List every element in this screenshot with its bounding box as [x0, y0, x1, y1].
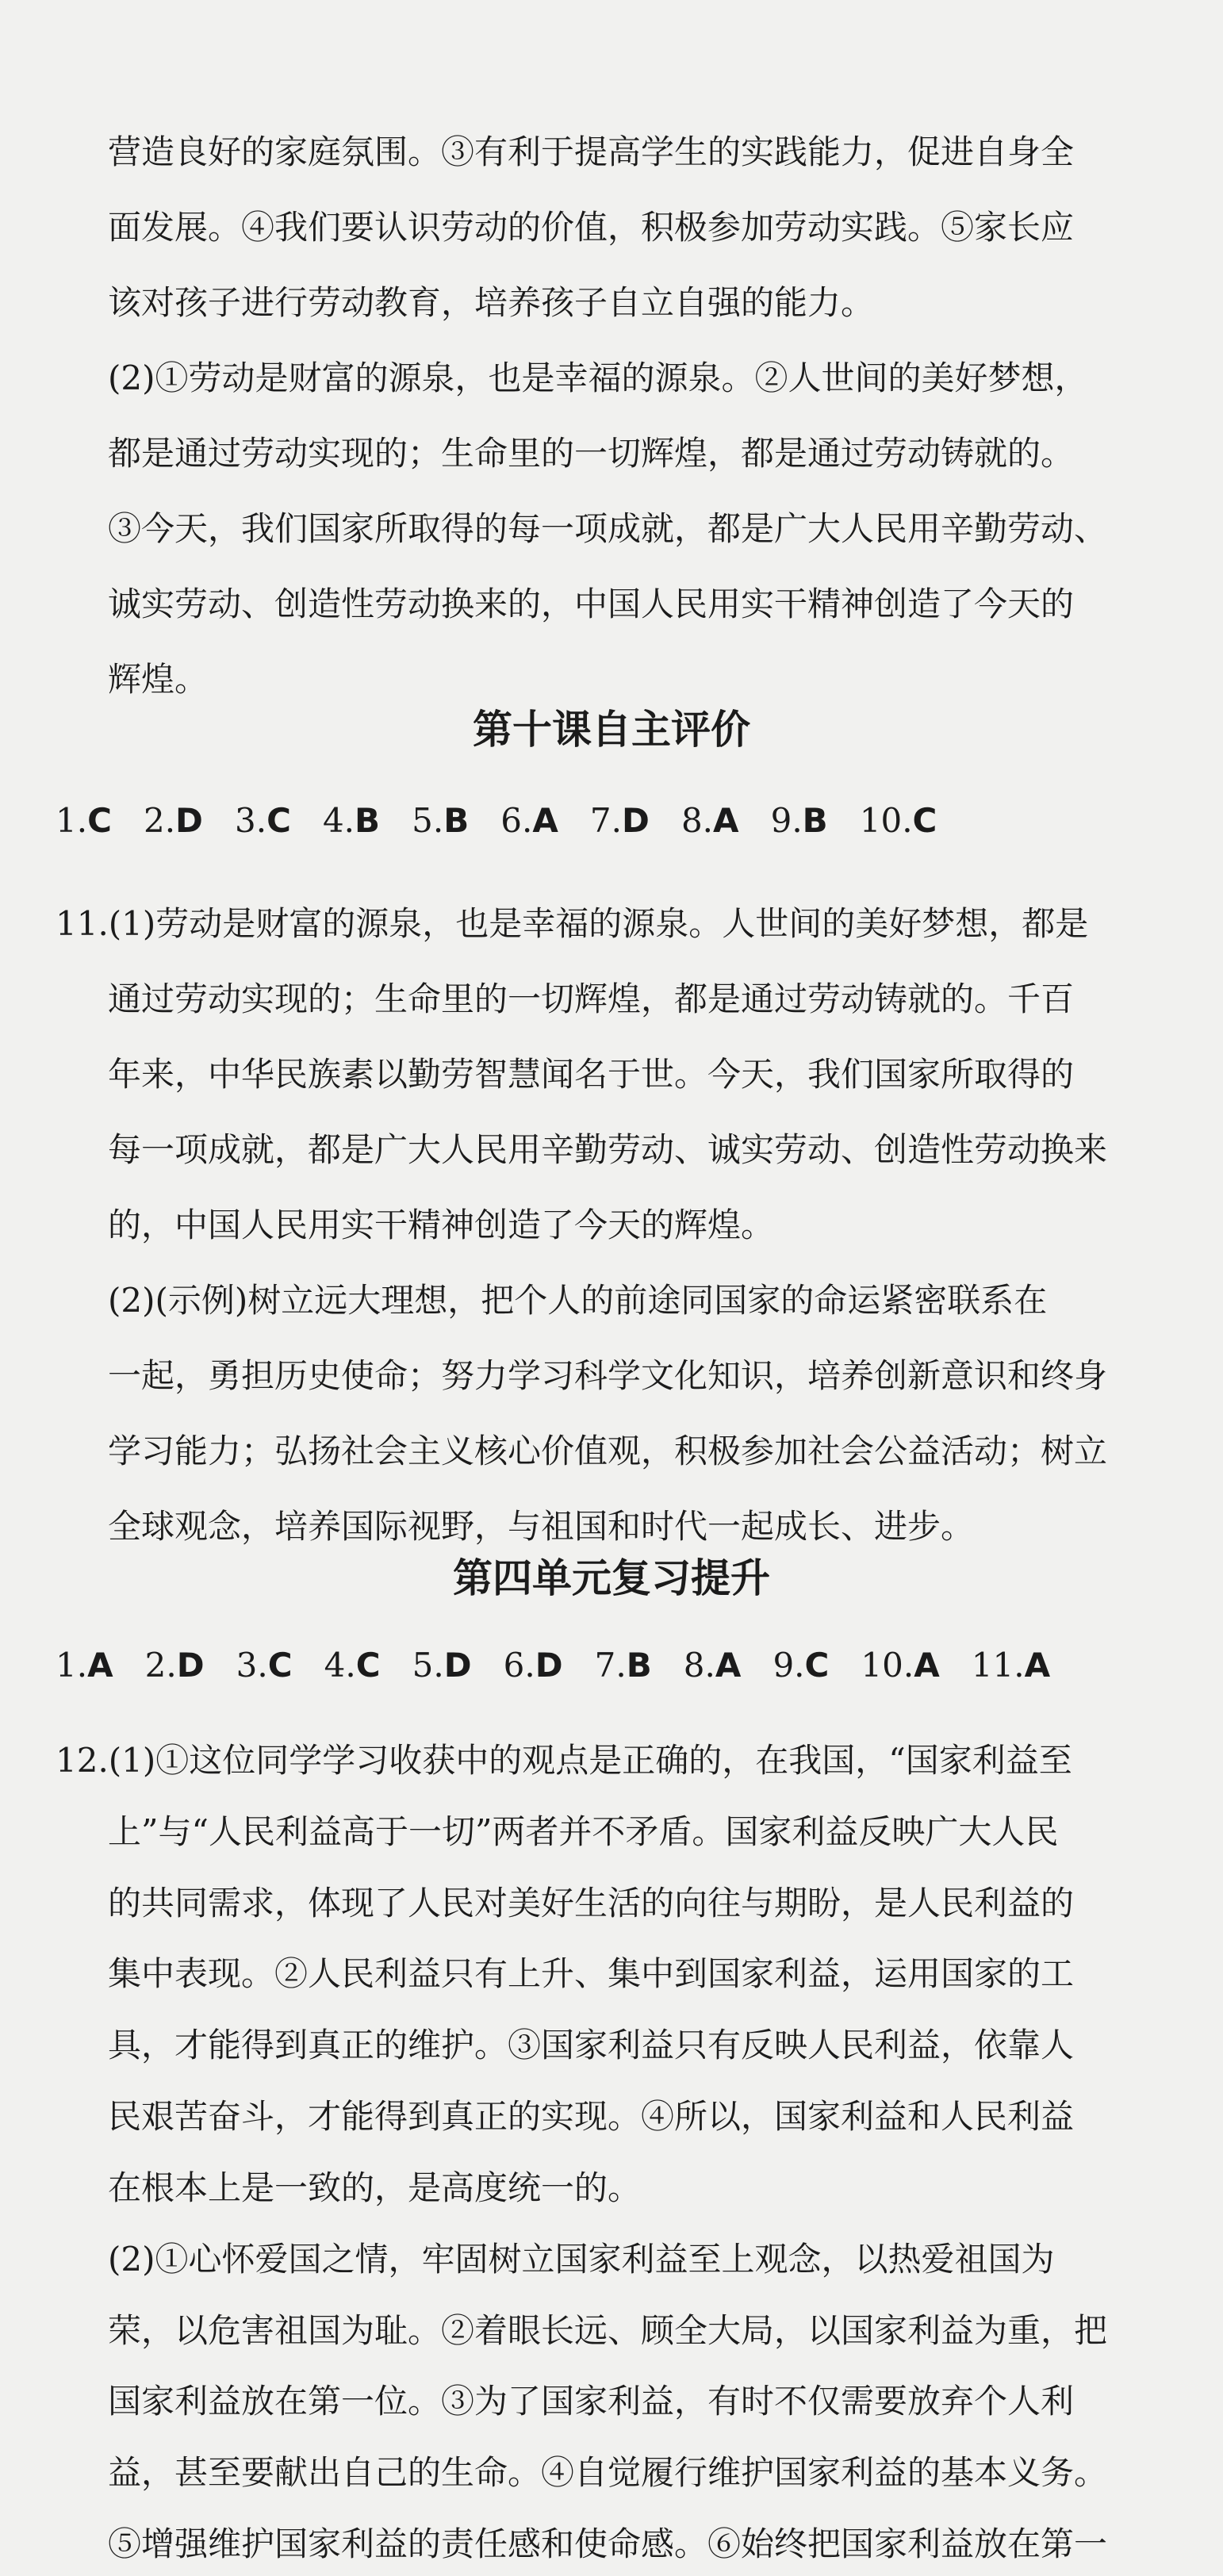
mc-answer: 1.A: [56, 1646, 113, 1685]
mc-answer: 10.A: [861, 1646, 940, 1685]
text-line: 通过劳动实现的；生命里的一切辉煌，都是通过劳动铸就的。千百: [108, 979, 1075, 1018]
text-line: 上”与“人民利益高于一切”两者并不矛盾。国家利益反映广大人民: [108, 1812, 1059, 1851]
text-line: 营造良好的家庭氛围。③有利于提高学生的实践能力，促进自身全: [108, 132, 1075, 171]
mc-answer: 4.B: [322, 801, 381, 840]
section-title-unit4-review: 第四单元复习提升: [453, 1555, 770, 1601]
text-line: (2)①劳动是财富的源泉，也是幸福的源泉。②人世间的美好梦想，: [108, 358, 1088, 397]
text-line: 辉煌。: [108, 660, 209, 699]
text-line: (2)(示例)树立远大理想，把个人的前途同国家的命运紧密联系在: [108, 1281, 1048, 1320]
mc-answer: 5.B: [412, 801, 470, 840]
text-line: 全球观念，培养国际视野，与祖国和时代一起成长、进步。: [108, 1507, 975, 1546]
mc-answer: 2.D: [143, 801, 203, 840]
text-line: 年来，中华民族素以勤劳智慧闻名于世。今天，我们国家所取得的: [108, 1055, 1075, 1094]
text-line: 具，才能得到真正的维护。③国家利益只有反映人民利益，依靠人: [108, 2026, 1075, 2064]
mc-answer: 11.A: [971, 1646, 1051, 1685]
mc-answer: 6.D: [503, 1646, 563, 1685]
text-line: 的共同需求，体现了人民对美好生活的向往与期盼，是人民利益的: [108, 1884, 1075, 1922]
text-line: 在根本上是一致的，是高度统一的。: [108, 2168, 642, 2207]
mc-answer: 9.B: [770, 801, 828, 840]
text-line: 诚实劳动、创造性劳动换来的，中国人民用实干精神创造了今天的: [108, 585, 1075, 623]
text-line: 都是通过劳动实现的；生命里的一切辉煌，都是通过劳动铸就的。: [108, 434, 1075, 473]
text-line: 该对孩子进行劳动教育，培养孩子自立自强的能力。: [108, 283, 875, 322]
mc-answer: 3.C: [236, 1646, 293, 1685]
mc-answer: 7.D: [589, 801, 650, 840]
mc-answer: 1.C: [56, 801, 112, 840]
text-line: 12.(1)①这位同学学习收获中的观点是正确的，在我国，“国家利益至: [56, 1741, 1072, 1780]
mc-answer: 8.A: [683, 1646, 742, 1685]
mc-answer: 8.A: [681, 801, 739, 840]
text-line: 荣，以危害祖国为耻。②着眼长远、顾全大局，以国家利益为重，把: [108, 2311, 1108, 2350]
multiple-choice-answers: [56, 1642, 1050, 1689]
text-line: 民艰苦奋斗，才能得到真正的实现。④所以，国家利益和人民利益: [108, 2097, 1075, 2136]
text-line: ③今天，我们国家所取得的每一项成就，都是广大人民用辛勤劳动、: [108, 509, 1108, 548]
text-line: 11.(1)劳动是财富的源泉，也是幸福的源泉。人世间的美好梦想，都是: [56, 904, 1089, 943]
mc-answer: 9.C: [773, 1646, 830, 1685]
mc-answer: 10.C: [859, 801, 937, 840]
text-line: 面发展。④我们要认识劳动的价值，积极参加劳动实践。⑤家长应: [108, 208, 1075, 247]
text-line: (2)①心怀爱国之情，牢固树立国家利益至上观念，以热爱祖国为: [108, 2240, 1055, 2279]
mc-answer: 7.B: [594, 1646, 652, 1685]
multiple-choice-answers: [56, 797, 937, 845]
text-line: 集中表现。②人民利益只有上升、集中到国家利益，运用国家的工: [108, 1954, 1075, 1993]
text-line: 国家利益放在第一位。③为了国家利益，有时不仅需要放弃个人利: [108, 2382, 1075, 2421]
mc-answer: 4.C: [324, 1646, 381, 1685]
text-line: 学习能力；弘扬社会主义核心价值观，积极参加社会公益活动；树立: [108, 1432, 1108, 1470]
mc-answer: 2.D: [144, 1646, 205, 1685]
text-line: 益，甚至要献出自己的生命。④自觉履行维护国家利益的基本义务。: [108, 2453, 1108, 2492]
text-line: 一起，勇担历史使命；努力学习科学文化知识，培养创新意识和终身: [108, 1356, 1108, 1395]
text-line: ⑤增强维护国家利益的责任感和使命感。⑥始终把国家利益放在第一: [108, 2524, 1108, 2563]
mc-answer: 6.A: [500, 801, 558, 840]
mc-answer: 5.D: [412, 1646, 472, 1685]
mc-answer: 3.C: [234, 801, 291, 840]
text-line: 的，中国人民用实干精神创造了今天的辉煌。: [108, 1206, 775, 1244]
text-line: 每一项成就，都是广大人民用辛勤劳动、诚实劳动、创造性劳动换来: [108, 1130, 1108, 1169]
section-title-lesson10: 第十课自主评价: [473, 707, 750, 753]
